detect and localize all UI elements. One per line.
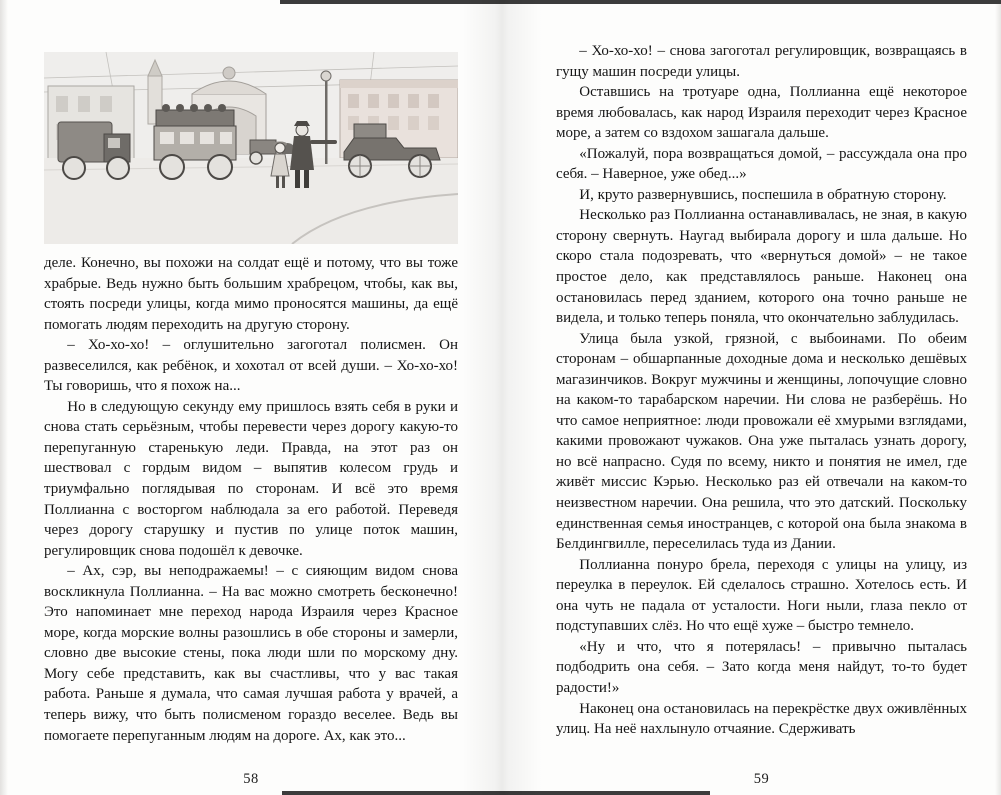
paragraph: «Ну и что, что я потерялась! – привычно пыталась подбодрить она себя. – Зато когда меня найдут, то-то будет радости!» [556,638,967,696]
paragraph: Но в следующую секунду ему пришлось взять себя в руки и снова стать серьёзным, чтобы перевести через дорогу какую-то перепуганную старенькую леди. Правда, на этот раз он шествовал с гордым видом – выпятив колесом грудь и триумфально поглядывая по сторонам. И всё это время Поллианна с восторгом наблюдала за его работой. Переведя через дорогу старушку и пустив по улице поток машин, регулировщик снова подошёл к девочке. [44,398,458,559]
page-number-left: 58 [243,771,259,787]
street-scene-illustration [44,52,458,244]
paragraph: Наконец она остановилась на перекрёстке двух оживлённых улиц. На неё нахлынуло отчаяние. Сдерживать [556,700,967,738]
left-page-text [44,253,458,746]
book-gutter [462,0,542,795]
page-number-right: 59 [753,771,770,787]
paragraph: Несколько раз Поллианна останавливалась, не зная, в какую сторону свернуть. Наугад выбирала дорогу и шла дальше. Но скоро стала подозревать, что «вернуться домой» – не такое простое дело, как представлялось раньше. Наконец она остановилась перед зданием, которого она точно раньше не видела, и только теперь поняла, что окончательно заблудилась. [556,207,967,327]
right-page-text [556,0,967,740]
page-right [556,0,967,795]
paragraph: – Хо-хо-хо! – снова загоготал регулировщик, возвращаясь в гущу машин посреди улицы. [556,43,967,80]
paragraph: деле. Конечно, вы похожи на солдат ещё и потому, что вы тоже храбрые. Ведь нужно быть большим храбрецом, чтобы, как вы, стоять посреди улицы, когда мимо проносятся машины, да ещё помогать людям переходить на другую сторону. [44,255,458,333]
page-edge-right [995,0,1001,795]
paragraph: «Пожалуй, пора возвращаться домой, – рассуждала она про себя. – Наверное, уже обед...» [556,145,967,183]
paragraph: Поллианна понуро брела, переходя с улицы на улицу, из переулка в переулок. Ей сделалось страшно. Хотелось есть. И она чуть не падала от усталости. Ноги ныли, глаза пекло от подступавших слёз. Но что ещё хуже – быстро темнело. [556,556,967,635]
paragraph: – Ах, сэр, вы неподражаемы! – с сияющим видом снова воскликнула Поллианна. – На вас можно смотреть бесконечно! Это напоминает мне переход народа Израиля через Красное море, когда морские волны разошлись в обе стороны и замерли, словно две высокие стены, пока люди шли по морскому дну. Могу себе представить, как вы счастливы, что у вас такая работа. Раньше я думала, что самая лучшая работа у врачей, а теперь вижу, что быть полисменом гораздо веселее. Ведь вы помогаете перепуганным людям на дороге. Ах, как это... [44,563,458,744]
paragraph: – Хо-хо-хо! – оглушительно загоготал полисмен. Он развеселился, как ребёнок, и хохотал от всей души. – Хо-хо-хо! Ты говоришь, что я похож на... [44,337,458,395]
illustration-svg [44,52,458,244]
page-edge-left [0,0,8,795]
paragraph: Улица была узкой, грязной, с выбоинами. По обеим сторонам – обшарпанные доходные дома и несколько дешёвых магазинчиков. Вокруг мужчины и женщины, лопочущие словно на каком-то тарабарском наречии. Ни слова не разберёшь. Но что самое неприятное: люди провожали её хмурыми взглядами, какими провожают чужаков. Она уже пыталась узнать дорогу, но всё напрасно. Судя по всему, никто и понятия не имел, где живёт миссис Кэрью. Несколько раз ей отвечали на каком-то неизвестном наречии. Она решила, что это датский. Поскольку единственная семья иностранцев, с которой она была знакома в Белдингвилле, переселилась туда из Дании. [556,330,967,553]
paragraph: И, круто развернувшись, поспешила в обратную сторону. [579,186,947,203]
page-left [44,0,458,795]
paragraph: Оставшись на тротуаре одна, Поллианна ещё некоторое время любовалась, как народ Израиля переходит через Красное море, а затем со вздохом зашагала дальше. [556,84,967,142]
road [44,158,458,244]
